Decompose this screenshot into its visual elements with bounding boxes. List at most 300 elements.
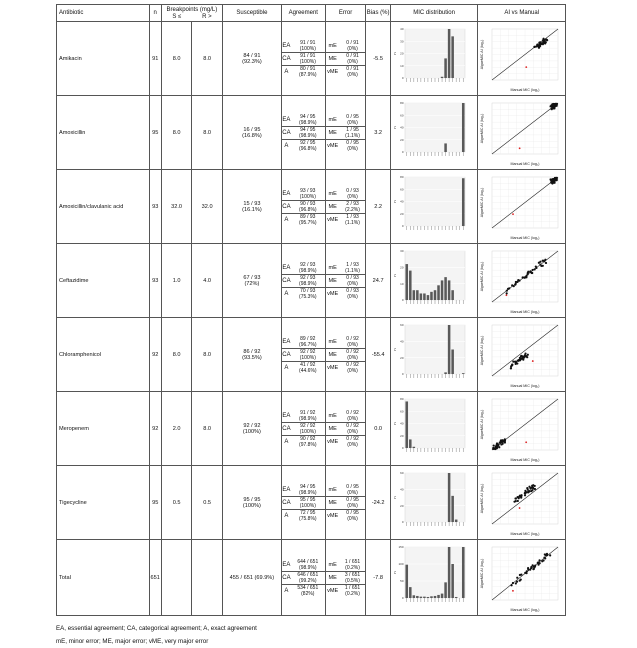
error-row — [326, 213, 366, 226]
y-axis-label: AlgaeMIC AI (log₂) — [480, 483, 485, 514]
error-very-major-value: 0 / 95 (0%) — [346, 509, 359, 522]
scatter-point — [501, 441, 503, 443]
agreement-ca-value: 90 / 93 (96.8%) — [291, 200, 325, 213]
r-breakpoint: 4.0 — [192, 244, 223, 318]
y-axis-label: n — [391, 126, 397, 129]
bias-value: -24.2 — [366, 466, 390, 540]
scatter-point — [528, 271, 530, 273]
error-row — [326, 139, 366, 152]
agreement-ea-label: EA — [282, 336, 291, 349]
scatter-point — [501, 443, 503, 445]
bar — [423, 597, 426, 598]
n-value: 93 — [149, 244, 161, 318]
s-breakpoint: 8.0 — [161, 96, 192, 170]
scatter-point — [524, 494, 526, 496]
scatter-point — [538, 46, 540, 48]
scatter-point — [530, 567, 532, 569]
y-tick-label: 80 — [399, 175, 404, 180]
agreement-ca-label: CA — [282, 126, 291, 139]
error-subtable — [326, 336, 366, 374]
ai-vs-manual-scatter — [478, 23, 564, 94]
x-axis-label: Manual MIC (log₂) — [510, 532, 540, 536]
scatter-point — [512, 364, 514, 366]
error-row — [326, 336, 366, 349]
error-very-major-label: vME — [327, 512, 339, 519]
table-row — [57, 318, 566, 392]
error-subtable — [326, 484, 366, 522]
header-bias: Bias (%) — [366, 5, 390, 22]
y-tick-label: 20 — [399, 355, 404, 360]
agreement-row — [282, 139, 325, 152]
error-very-major-label: vME — [327, 364, 339, 371]
y-tick-label: 50 — [399, 579, 404, 584]
x-axis-label: Manual MIC (log₂) — [510, 88, 540, 92]
r-breakpoint: 0.5 — [192, 466, 223, 540]
ai-vs-manual-cell — [478, 244, 566, 318]
bar — [405, 264, 408, 300]
bar — [412, 290, 415, 300]
y-tick-label: 20 — [399, 503, 404, 508]
error-major-value: 0 / 91 (0%) — [340, 52, 366, 65]
y-axis-label: AlgaeMIC AI (log₂) — [480, 187, 485, 218]
bar — [430, 292, 433, 300]
agreement-row — [282, 274, 325, 287]
error-row — [326, 509, 366, 522]
agreement-row — [282, 287, 325, 300]
bar — [434, 290, 437, 300]
scatter-point — [527, 273, 529, 275]
susceptible-value: 16 / 95 (16.8%) — [222, 96, 281, 170]
scatter-point — [515, 283, 517, 285]
y-axis-label: n — [391, 496, 397, 499]
agreement-row — [282, 410, 325, 423]
error-minor-value: 1 / 651 (0.2%) — [340, 559, 366, 572]
agreement-cell — [281, 318, 325, 392]
scatter-point — [506, 292, 508, 294]
plot-panel — [405, 325, 465, 374]
scatter-point — [504, 438, 506, 440]
scatter-point — [531, 272, 533, 274]
agreement-row — [282, 188, 325, 201]
antibiotic-name: Amoxicillin/clavulanic acid — [57, 170, 150, 244]
agreement-row — [282, 52, 325, 65]
y-tick-label: 0 — [401, 150, 404, 155]
footnote-error: mE, minor error; ME, major error; vME, very major error — [56, 638, 209, 645]
x-axis-label: Manual MIC (log₂) — [510, 236, 540, 240]
scatter-point — [511, 584, 513, 586]
bar — [412, 595, 415, 598]
ai-vs-manual-scatter — [478, 319, 564, 390]
mic-distribution-cell — [390, 392, 478, 466]
agreement-exact-value: 534 / 651 (82%) — [297, 584, 319, 597]
error-major-value: 0 / 93 (0%) — [340, 274, 366, 287]
error-row — [326, 584, 366, 597]
error-cell — [325, 318, 366, 392]
agreement-subtable — [282, 40, 325, 78]
agreement-row — [282, 584, 325, 597]
agreement-cell — [281, 244, 325, 318]
error-minor-label: mE — [326, 484, 340, 497]
error-major-label: ME — [326, 52, 340, 65]
y-tick-label: 40 — [399, 421, 404, 426]
susceptible-value: 67 / 93 (72%) — [222, 244, 281, 318]
outlier-point — [512, 590, 514, 592]
footnote-agreement: EA, essential agreement; CA, categorical agreement; A, exact agreement — [56, 625, 257, 632]
scatter-point — [534, 488, 536, 490]
scatter-point — [544, 260, 546, 262]
error-cell — [325, 244, 366, 318]
r-breakpoint: 8.0 — [192, 318, 223, 392]
bar — [444, 582, 447, 598]
bar — [462, 103, 465, 152]
bar — [416, 596, 419, 598]
header-r: R > — [202, 13, 212, 20]
y-tick-label: 0 — [401, 446, 404, 451]
r-breakpoint: 8.0 — [192, 96, 223, 170]
scatter-point — [524, 354, 526, 356]
bar — [409, 271, 412, 300]
n-value: 92 — [149, 392, 161, 466]
scatter-point — [544, 553, 546, 555]
scatter-point — [543, 559, 545, 561]
x-axis-label: Manual MIC (log₂) — [510, 162, 540, 166]
y-axis-label: n — [391, 200, 397, 203]
bar — [423, 293, 426, 300]
n-value: 92 — [149, 318, 161, 392]
antibiotic-name: Ceftazidime — [57, 244, 150, 318]
ai-vs-manual-scatter — [478, 541, 564, 614]
scatter-point — [549, 554, 551, 556]
error-very-major-value: 0 / 91 (0%) — [346, 65, 359, 78]
scatter-point — [499, 441, 501, 443]
n-value: 651 — [149, 540, 161, 616]
agreement-row — [282, 435, 325, 448]
n-value: 95 — [149, 96, 161, 170]
bar — [441, 280, 444, 300]
mic-histogram — [391, 97, 477, 168]
scatter-point — [519, 357, 521, 359]
table-row — [57, 22, 566, 96]
breakpoints-label: Breakpoints (mg/L) — [166, 6, 218, 13]
error-very-major-label: vME — [327, 216, 339, 223]
error-minor-value: 0 / 95 (0%) — [340, 114, 366, 127]
ai-vs-manual-cell — [478, 22, 566, 96]
agreement-ea-value: 91 / 91 (100%) — [291, 40, 325, 53]
mic-histogram — [391, 393, 477, 464]
y-axis-label: AlgaeMIC AI (log₂) — [480, 39, 485, 70]
error-cell — [325, 22, 366, 96]
y-tick-label: 20 — [399, 265, 404, 270]
ai-vs-manual-cell — [478, 318, 566, 392]
error-minor-label: mE — [326, 336, 340, 349]
error-subtable — [326, 262, 366, 300]
agreement-subtable — [282, 484, 325, 522]
error-row — [326, 40, 366, 53]
y-tick-label: 30 — [399, 249, 404, 254]
ai-vs-manual-scatter — [478, 97, 564, 168]
y-axis-label: n — [391, 422, 397, 425]
error-major-value: 3 / 651 (0.5%) — [340, 571, 366, 584]
agreement-exact-value: 72 / 95 (75.8%) — [299, 509, 317, 522]
mic-histogram — [391, 319, 477, 390]
outlier-point — [506, 294, 508, 296]
bar — [444, 58, 447, 78]
mic-distribution-cell — [390, 96, 478, 170]
scatter-point — [544, 42, 546, 44]
y-tick-label: 0 — [401, 520, 404, 525]
agreement-ea-label: EA — [282, 484, 291, 497]
table-row — [57, 466, 566, 540]
agreement-row — [282, 559, 325, 572]
ai-vs-manual-scatter — [478, 393, 564, 464]
mic-distribution-cell — [390, 318, 478, 392]
agreement-exact-label: A — [284, 512, 289, 519]
agreement-exact-value: 70 / 93 (75.3%) — [299, 287, 317, 300]
header-ai: AI vs Manual — [478, 5, 566, 22]
error-row — [326, 348, 366, 361]
y-tick-label: 150 — [398, 545, 404, 550]
bias-value: -55.4 — [366, 318, 390, 392]
agreement-ea-label: EA — [282, 188, 291, 201]
scatter-point — [534, 46, 536, 48]
error-very-major-value: 0 / 92 (0%) — [346, 361, 359, 374]
scatter-point — [551, 180, 553, 182]
scatter-point — [534, 566, 536, 568]
scatter-point — [534, 268, 536, 270]
agreement-row — [282, 484, 325, 497]
error-minor-value: 0 / 93 (0%) — [340, 188, 366, 201]
outlier-point — [519, 507, 521, 509]
agreement-ea-label: EA — [282, 114, 291, 127]
table-row — [57, 392, 566, 466]
ai-vs-manual-cell — [478, 392, 566, 466]
scatter-point — [521, 355, 523, 357]
y-tick-label: 30 — [399, 39, 404, 44]
susceptible-value: 84 / 91 (92.3%) — [222, 22, 281, 96]
scatter-point — [528, 490, 530, 492]
antibiotic-name: Total — [57, 540, 150, 616]
error-very-major-label: vME — [327, 290, 339, 297]
scatter-point — [520, 359, 522, 361]
scatter-point — [524, 277, 526, 279]
error-very-major-value: 1 / 651 (0.2%) — [344, 584, 361, 597]
y-tick-label: 10 — [399, 281, 404, 286]
agreement-row — [282, 126, 325, 139]
bar — [462, 178, 465, 226]
y-axis-label: AlgaeMIC AI (log₂) — [480, 261, 485, 292]
antibiotic-name: Chloramphenicol — [57, 318, 150, 392]
error-major-value: 2 / 93 (2.2%) — [340, 200, 366, 213]
bar — [451, 496, 454, 522]
error-row — [326, 361, 366, 374]
bar — [419, 597, 422, 598]
y-axis-label: AlgaeMIC AI (log₂) — [480, 335, 485, 366]
scatter-point — [542, 43, 544, 45]
agreement-exact-value: 89 / 93 (95.7%) — [299, 213, 317, 226]
scatter-point — [517, 500, 519, 502]
error-row — [326, 287, 366, 300]
scatter-point — [515, 363, 517, 365]
scatter-point — [537, 562, 539, 564]
x-axis-label: Manual MIC (log₂) — [510, 608, 540, 612]
agreement-cell — [281, 96, 325, 170]
scatter-point — [510, 367, 512, 369]
antibiotic-name: Tigecycline — [57, 466, 150, 540]
scatter-point — [515, 497, 517, 499]
scatter-point — [517, 577, 519, 579]
bar — [434, 596, 437, 598]
agreement-subtable — [282, 188, 325, 226]
antibiotic-name: Amikacin — [57, 22, 150, 96]
scatter-point — [493, 444, 495, 446]
table-row — [57, 244, 566, 318]
error-very-major-label: vME — [327, 438, 339, 445]
bar — [405, 565, 408, 598]
y-tick-label: 80 — [399, 397, 404, 402]
agreement-ca-label: CA — [282, 571, 291, 584]
y-tick-label: 60 — [399, 113, 404, 118]
agreement-exact-value: 41 / 92 (44.6%) — [299, 361, 317, 374]
header-agreement: Agreement — [281, 5, 325, 22]
table-row — [57, 540, 566, 616]
error-very-major-label: vME — [327, 587, 339, 594]
agreement-exact-value: 90 / 92 (97.8%) — [299, 435, 317, 448]
scatter-point — [527, 488, 529, 490]
error-row — [326, 484, 366, 497]
agreement-ca-value: 92 / 92 (100%) — [291, 348, 325, 361]
bar — [441, 77, 444, 78]
agreement-row — [282, 65, 325, 78]
y-tick-label: 40 — [399, 125, 404, 130]
error-subtable — [326, 410, 366, 448]
s-breakpoint: 2.0 — [161, 392, 192, 466]
s-breakpoint — [161, 540, 192, 616]
r-breakpoint: 32.0 — [192, 170, 223, 244]
bias-value: 24.7 — [366, 244, 390, 318]
scatter-point — [538, 262, 540, 264]
susceptible-value: 92 / 92 (100%) — [222, 392, 281, 466]
agreement-ea-value: 94 / 95 (98.9%) — [291, 484, 325, 497]
scatter-point — [526, 572, 528, 574]
error-major-value: 0 / 92 (0%) — [340, 422, 366, 435]
agreement-exact-label: A — [284, 142, 289, 149]
scatter-point — [515, 500, 517, 502]
y-axis-label: n — [391, 348, 397, 351]
scatter-point — [515, 281, 517, 283]
y-tick-label: 40 — [399, 199, 404, 204]
y-axis-label: n — [391, 274, 397, 277]
y-tick-label: 0 — [401, 596, 404, 601]
scatter-point — [536, 45, 538, 47]
error-minor-label: mE — [326, 114, 340, 127]
n-value: 93 — [149, 170, 161, 244]
error-major-label: ME — [326, 422, 340, 435]
scatter-point — [535, 265, 537, 267]
error-major-label: ME — [326, 126, 340, 139]
outlier-point — [519, 147, 521, 149]
error-row — [326, 52, 366, 65]
y-axis-label: n — [391, 52, 397, 55]
agreement-exact-label: A — [284, 364, 289, 371]
agreement-exact-label: A — [284, 68, 289, 75]
y-axis-label: AlgaeMIC AI (log₂) — [480, 409, 485, 440]
scatter-point — [550, 105, 552, 107]
error-minor-value: 1 / 93 (1.1%) — [340, 262, 366, 275]
bias-value: 3.2 — [366, 96, 390, 170]
agreement-ca-label: CA — [282, 422, 291, 435]
agreement-row — [282, 262, 325, 275]
table-body — [57, 22, 566, 616]
error-row — [326, 410, 366, 423]
agreement-exact-value: 92 / 95 (96.8%) — [299, 139, 317, 152]
scatter-point — [519, 574, 521, 576]
susceptible-value: 15 / 93 (16.1%) — [222, 170, 281, 244]
header-n: n — [149, 5, 161, 22]
y-tick-label: 0 — [401, 76, 404, 81]
agreement-cell — [281, 170, 325, 244]
ai-vs-manual-cell — [478, 170, 566, 244]
agreement-cell — [281, 466, 325, 540]
scatter-point — [495, 446, 497, 448]
mic-histogram — [391, 541, 477, 614]
error-very-major-value: 0 / 95 (0%) — [346, 139, 359, 152]
bar — [455, 520, 458, 522]
x-axis-label: Manual MIC (log₂) — [510, 310, 540, 314]
y-axis-label: AlgaeMIC AI (log₂) — [480, 113, 485, 144]
y-tick-label: 20 — [399, 51, 404, 56]
error-row — [326, 126, 366, 139]
agreement-cell — [281, 392, 325, 466]
error-minor-label: mE — [326, 410, 340, 423]
y-tick-label: 100 — [398, 562, 404, 567]
error-row — [326, 435, 366, 448]
agreement-row — [282, 200, 325, 213]
header-antibiotic: Antibiotic — [57, 5, 150, 22]
bar — [448, 473, 451, 522]
y-tick-label: 0 — [401, 224, 404, 229]
agreement-ca-value: 95 / 95 (100%) — [291, 496, 325, 509]
bar — [412, 447, 415, 448]
bar — [444, 372, 447, 374]
error-major-value: 0 / 92 (0%) — [340, 348, 366, 361]
agreement-ea-value: 92 / 93 (98.9%) — [291, 262, 325, 275]
scatter-point — [518, 497, 520, 499]
bar — [455, 597, 458, 598]
mic-histogram — [391, 23, 477, 94]
scatter-point — [539, 562, 541, 564]
agreement-ea-label: EA — [282, 559, 291, 572]
susceptible-value: 95 / 95 (100%) — [222, 466, 281, 540]
bar — [451, 290, 454, 300]
bar — [437, 285, 440, 300]
agreement-ea-value: 91 / 92 (98.9%) — [291, 410, 325, 423]
scatter-point — [515, 582, 517, 584]
agreement-cell — [281, 540, 325, 616]
agreement-exact-label: A — [284, 216, 289, 223]
agreement-ca-label: CA — [282, 348, 291, 361]
agreement-row — [282, 348, 325, 361]
mic-histogram — [391, 467, 477, 538]
mic-distribution-cell — [390, 22, 478, 96]
header-s: S ≤ — [172, 13, 182, 20]
scatter-point — [509, 287, 511, 289]
error-minor-value: 0 / 95 (0%) — [340, 484, 366, 497]
results-table — [56, 4, 566, 616]
y-tick-label: 60 — [399, 187, 404, 192]
outlier-point — [532, 360, 534, 362]
scatter-point — [555, 103, 557, 105]
y-tick-label: 40 — [399, 339, 404, 344]
